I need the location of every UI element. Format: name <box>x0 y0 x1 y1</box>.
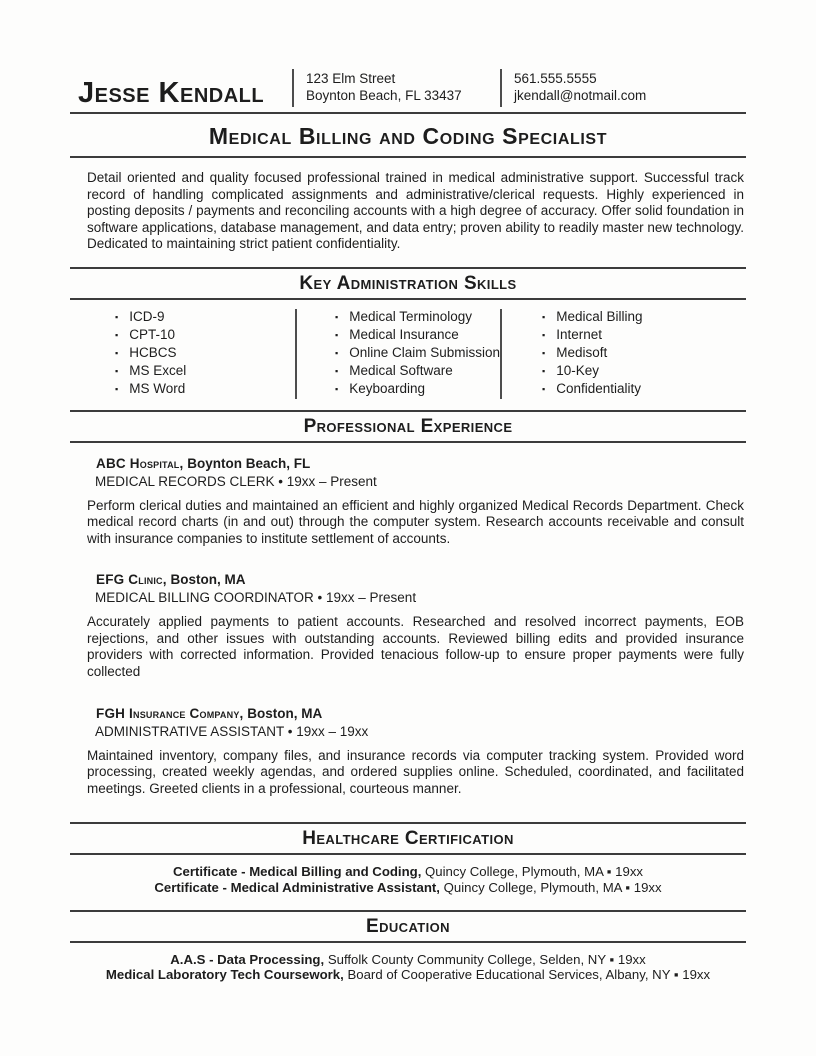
job-role-line: MEDICAL RECORDS CLERK • 19xx – Present <box>95 473 377 489</box>
skill-item <box>335 381 500 399</box>
job-role-line: ADMINISTRATIVE ASSISTANT • 19xx – 19xx <box>95 723 369 739</box>
square-bullet-icon: ▪ <box>542 311 546 322</box>
certification-list <box>70 864 746 895</box>
skill-item <box>115 363 295 381</box>
education-list <box>70 952 746 983</box>
job-heading <box>96 706 746 721</box>
title-rule <box>70 156 746 158</box>
square-bullet-icon: ▪ <box>335 329 339 340</box>
skill-item <box>542 309 746 327</box>
job-heading <box>96 456 746 471</box>
skill-item <box>335 345 500 363</box>
address-line2: Boynton Beach, FL 33437 <box>306 88 462 103</box>
summary-paragraph: Detail oriented and quality focused professional trained in medical administrative support. Successful track record of handling complicated assignments and administrative/clerical requests. Highly experienced in posting deposits / payments and reconciling accounts with a high degree of accuracy. Offer solid foundation in software applications, database management, and data entry; proven ability to readily master new technology. Dedicated to maintaining strict patient confidentiality. <box>87 170 744 252</box>
skill-item <box>335 309 500 327</box>
square-bullet-icon: ▪ <box>335 365 339 376</box>
section-heading-experience: Professional Experience <box>303 415 513 437</box>
contact-block <box>500 69 746 107</box>
section-rule <box>70 267 746 269</box>
skill-label: MS Excel <box>129 362 187 378</box>
section-rule <box>70 822 746 824</box>
company-name: ABC Hospital, <box>96 455 184 471</box>
square-bullet-icon: ▪ <box>335 311 339 322</box>
skill-label: Online Claim Submission <box>349 344 501 360</box>
certification-title: Certificate - Medical Administrative Assistant, <box>154 880 440 896</box>
square-bullet-icon: ▪ <box>115 329 119 340</box>
job-description: Perform clerical duties and maintained an efficient and highly organized Medical Records Department. Check medical record charts (in and out) through the computer system. Research accounts receivable and consult with insurance companies to institute settlement of accounts. <box>87 497 744 546</box>
education-detail: Suffolk County Community College, Selden, NY ▪ 19xx <box>324 951 646 967</box>
skill-label: ICD-9 <box>129 308 165 324</box>
company-name: FGH Insurance Company, <box>96 705 244 721</box>
certification-title: Certificate - Medical Billing and Coding, <box>172 864 422 880</box>
candidate-name: Jesse Kendall <box>78 77 265 109</box>
job-role-line: MEDICAL BILLING COORDINATOR • 19xx – Present <box>95 590 417 606</box>
section-rule <box>70 910 746 912</box>
square-bullet-icon: ▪ <box>115 383 119 394</box>
square-bullet-icon: ▪ <box>542 329 546 340</box>
header <box>70 64 746 112</box>
section-rule <box>70 941 746 943</box>
skill-item <box>115 345 295 363</box>
section-heading-certification: Healthcare Certification <box>302 828 514 850</box>
skill-item <box>542 363 746 381</box>
company-name: EFG Clinic, <box>96 572 167 588</box>
job-entry-1 <box>70 456 746 548</box>
skill-item <box>542 345 746 363</box>
job-heading <box>96 572 746 587</box>
skills-grid <box>70 300 746 410</box>
resume-title: Medical Billing and Coding Specialist <box>208 123 608 149</box>
skill-label: Medical Software <box>349 362 453 378</box>
education-title: A.A.S - Data Processing, <box>170 951 325 967</box>
skill-label: Medisoft <box>556 344 608 360</box>
phone-number: 561.555.5555 <box>514 71 597 86</box>
job-location: Boston, MA <box>170 572 246 588</box>
skill-label: Keyboarding <box>349 380 426 396</box>
skill-label: HCBCS <box>129 344 177 360</box>
job-description: Maintained inventory, company files, and insurance records via computer tracking system. Provided word processing, created weekly agendas, and ordered supplies online. Scheduled, coordinated, and facilitated meetings. Greeted clients in a professional, courteous manner. <box>87 747 744 796</box>
square-bullet-icon: ▪ <box>542 383 546 394</box>
skill-label: Confidentiality <box>556 380 641 396</box>
skill-item <box>542 381 746 399</box>
education-detail: Board of Cooperative Educational Services, Albany, NY ▪ 19xx <box>343 967 711 983</box>
skill-item <box>542 327 746 345</box>
skill-label: Medical Terminology <box>349 308 473 324</box>
skill-label: 10-Key <box>556 362 599 378</box>
skill-item <box>115 309 295 327</box>
skill-label: Medical Insurance <box>349 326 459 342</box>
job-entry-2 <box>70 572 746 680</box>
skills-column-1 <box>70 309 295 399</box>
skill-item <box>115 327 295 345</box>
education-item <box>70 967 746 983</box>
skills-column-3 <box>500 309 746 399</box>
skill-label: CPT-10 <box>129 326 175 342</box>
section-heading-education: Education <box>366 915 450 937</box>
square-bullet-icon: ▪ <box>115 311 119 322</box>
job-location: Boston, MA <box>247 705 323 721</box>
skill-item <box>335 363 500 381</box>
certification-detail: Quincy College, Plymouth, MA ▪ 19xx <box>421 864 644 880</box>
address-line1: 123 Elm Street <box>306 71 396 86</box>
header-rule <box>70 112 746 114</box>
skill-label: MS Word <box>129 380 186 396</box>
skill-label: Medical Billing <box>556 308 643 324</box>
education-title: Medical Laboratory Tech Coursework, <box>105 967 344 983</box>
skill-item <box>335 327 500 345</box>
education-item <box>70 952 746 968</box>
section-heading-skills: Key Administration Skills <box>299 272 517 294</box>
square-bullet-icon: ▪ <box>335 383 339 394</box>
job-location: Boynton Beach, FL <box>187 455 311 471</box>
section-rule <box>70 410 746 412</box>
skills-column-2 <box>295 309 500 399</box>
skill-item <box>115 381 295 399</box>
square-bullet-icon: ▪ <box>542 347 546 358</box>
skill-label: Internet <box>556 326 602 342</box>
square-bullet-icon: ▪ <box>115 365 119 376</box>
job-description: Accurately applied payments to patient accounts. Researched and resolved incorrect payments, EOB rejections, and other issues with outstanding accounts. Reviewed billing edits and provided insurance providers with corrected information. Provided tenacious follow-up to ensure proper payments were fully collected <box>87 614 744 680</box>
square-bullet-icon: ▪ <box>542 365 546 376</box>
email-address: jkendall@notmail.com <box>514 88 647 103</box>
certification-detail: Quincy College, Plymouth, MA ▪ 19xx <box>439 880 662 896</box>
certification-item <box>70 864 746 880</box>
address-block <box>292 69 500 107</box>
section-rule <box>70 853 746 855</box>
section-rule <box>70 441 746 443</box>
job-entry-3 <box>70 706 746 798</box>
square-bullet-icon: ▪ <box>335 347 339 358</box>
square-bullet-icon: ▪ <box>115 347 119 358</box>
certification-item <box>70 880 746 896</box>
